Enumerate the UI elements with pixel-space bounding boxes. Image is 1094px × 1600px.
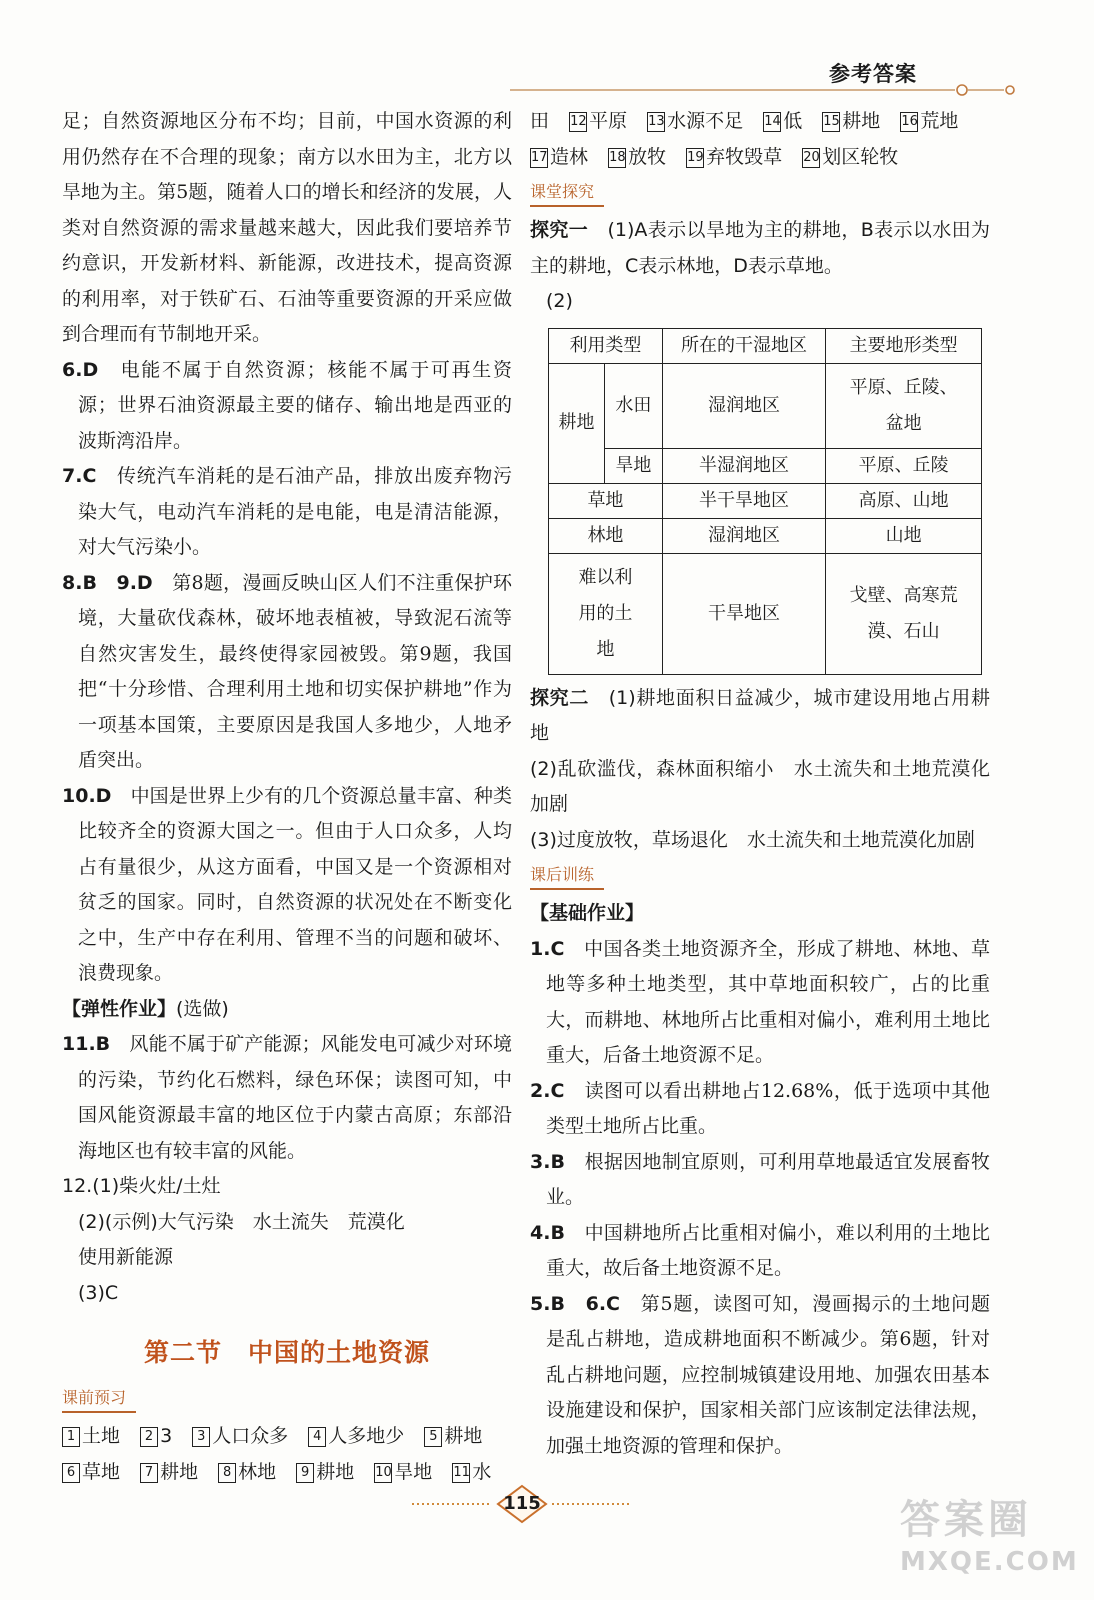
blank-item: 19 弃牧毁草 <box>687 145 783 168</box>
table-cell: 旱地 <box>604 448 662 483</box>
answer-12-line1: 12.(1)柴火灶/土灶 <box>62 1175 221 1197</box>
blank-item: 10 旱地 <box>375 1460 433 1483</box>
table-row <box>549 483 982 518</box>
explore-2-label: 探究二 <box>530 686 590 709</box>
answer-1-number: 1.C <box>530 937 565 960</box>
blank-item: 9 耕地 <box>296 1461 354 1483</box>
elastic-heading-label: 【弹性作业】 <box>62 997 177 1020</box>
answer-1 <box>530 932 990 1074</box>
answer-5-6-text: 第5题，读图可知，漫画揭示的土地问题是乱占耕地，造成耕地面积不断减少。第6题，针对乱占耕地问题，应控制城镇建设用地、加强农田基本设施建设和保护，国家相关部门应该制定法律法规，加强土地资源的管理和保护。 <box>546 1292 990 1457</box>
blank-item: 3 人口众多 <box>192 1425 288 1447</box>
blank-item: 11 水 <box>453 1460 492 1483</box>
answer-2 <box>530 1074 990 1145</box>
elastic-heading-note: (选做) <box>176 997 229 1020</box>
table-cell: 高原、山地 <box>826 483 982 518</box>
blank-item: 12 平原 <box>570 110 628 132</box>
blank-item: 8 林地 <box>218 1461 276 1483</box>
answer-2-number: 2.C <box>530 1079 565 1102</box>
watermark <box>900 1495 1080 1590</box>
explore-2 <box>530 681 990 752</box>
table-row <box>549 363 982 448</box>
table-cell: 干旱地区 <box>662 553 825 674</box>
explore-2-part2: (2)乱砍滥伐，森林面积缩小 水土流失和土地荒漠化加剧 <box>530 757 990 815</box>
explore-1-label: 探究一 <box>530 219 589 241</box>
answer-3 <box>530 1145 990 1216</box>
answer-4-text: 中国耕地所占比重相对偏小，难以利用的土地比重大，故后备土地资源不足。 <box>546 1221 990 1279</box>
preview-tag: 课前预习 <box>62 1385 136 1413</box>
answer-8-9-number: 8.B 9.D <box>62 571 153 594</box>
answer-8-9-text: 第8题，漫画反映山区人们不注重保护环境，大量砍伐森林，破坏地表植被，导致泥石流等自然灾害发生，最终使得家园被毁。第9题，我国把“十分珍惜、合理利用土地和切实保护耕地”作为一项基本国策，主要原因是我国人多地少，人地矛盾突出。 <box>78 571 512 771</box>
answer-1-text: 中国各类土地资源齐全，形成了耕地、林地、草地等多种土地类型，其中草地面积较广，占的比重大，而耕地、林地所占比重相对偏小，难利用土地比重大，后备土地资源不足。 <box>546 937 990 1066</box>
answer-2-text: 读图可以看出耕地占12.68%，低于选项中其他类型土地所占比重。 <box>546 1079 990 1137</box>
header-title: 参考答案 <box>829 62 917 86</box>
explore-2-part3: (3)过度放牧，草场退化 水土流失和土地荒漠化加剧 <box>530 828 975 851</box>
watermark-logo-text: 答案圈 <box>900 1497 1032 1543</box>
table-cell: 林地 <box>549 518 663 553</box>
answer-12-line3: 使用新能源 <box>78 1246 174 1268</box>
watermark-url: MXQE.COM <box>900 1547 1079 1577</box>
explore-2-part1: (1)耕地面积日益减少，城市建设用地占用耕地 <box>530 686 990 744</box>
elastic-homework-heading <box>62 992 512 1028</box>
blank-item: 5 耕地 <box>424 1425 482 1447</box>
table-cell: 耕地 <box>549 363 605 483</box>
class-explore-tag: 课堂探究 <box>530 179 604 207</box>
answer-3-number: 3.B <box>530 1150 565 1173</box>
answer-4 <box>530 1216 990 1287</box>
blank-item: 14 低 <box>764 110 803 132</box>
table-header-row <box>549 328 982 363</box>
explore-1-text: (1)A表示以旱地为主的耕地，B表示以水田为主的耕地，C表示林地，D表示草地。 <box>530 219 990 277</box>
answer-11-number: 11.B <box>62 1033 111 1055</box>
answer-10 <box>62 779 512 992</box>
explore-1-part2: (2) <box>546 290 573 312</box>
table-cell: 戈壁、高寒荒漠、石山 <box>826 553 982 674</box>
blank-item-continued: 田 <box>530 110 550 132</box>
answer-11-text: 风能不属于矿产能源；风能发电可减少对环境的污染，节约化石燃料，绿色环保；读图可知，中国风能资源最丰富的地区位于内蒙古高原；东部沿海地区也有较丰富的风能。 <box>78 1033 512 1162</box>
blank-item: 18 放牧 <box>609 145 667 168</box>
table-header: 主要地形类型 <box>826 328 982 363</box>
answer-6-number: 6.D <box>62 358 99 381</box>
explore-1 <box>530 213 990 284</box>
blank-item: 17 造林 <box>531 145 589 168</box>
table-cell: 山地 <box>826 518 982 553</box>
table-row <box>549 518 982 553</box>
table-cell: 草地 <box>549 483 663 518</box>
answer-6 <box>62 353 512 460</box>
section-title: 第二节 中国的土地资源 <box>143 1338 430 1367</box>
table-row <box>549 448 982 483</box>
table-cell: 平原、丘陵 <box>826 448 982 483</box>
answer-12-line2: (2)(示例)大气污染 水土流失 荒漠化 <box>78 1210 405 1233</box>
answer-7 <box>62 459 512 566</box>
answer-continuation: 足；自然资源地区分布不均；目前，中国水资源的利用仍然存在不合理的现象；南方以水田为主，北方以旱地为主。第5题，随着人口的增长和经济的发展，人类对自然资源的需求量越来越大，因此我们要培养节约意识，开发新材料、新能源，改进技术，提高资源的利用率，对于铁矿石、石油等重要资源的开采应做到合理而有节制地开采。 <box>62 110 512 345</box>
header-decoration <box>510 82 1020 98</box>
answer-12-line4: (3)C <box>78 1281 119 1304</box>
left-column <box>62 104 512 1490</box>
answer-5-6-number: 5.B 6.C <box>530 1292 620 1315</box>
after-class-tag: 课后训练 <box>530 862 604 890</box>
page-number: 115 <box>503 1493 541 1514</box>
answer-7-text: 传统汽车消耗的是石油产品，排放出废弃物污染大气，电动汽车消耗的是电能，电是清洁能源，对大气污染小。 <box>78 465 512 558</box>
blank-item: 1 土地 <box>62 1425 120 1447</box>
answer-8-9 <box>62 566 512 779</box>
answer-6-text: 电能不属于自然资源；核能不属于可再生资源；世界石油资源最主要的储存、输出地是西亚的波斯湾沿岸。 <box>78 358 512 452</box>
answer-10-text: 中国是世界上少有的几个资源总量丰富、种类比较齐全的资源大国之一。但由于人口众多，人均占有量很少，从这方面看，中国又是一个资源相对贫乏的国家。同时，自然资源的状况处在不断变化之中，生产中存在利用、管理不当的问题和破坏、浪费现象。 <box>78 784 512 984</box>
answer-5-6 <box>530 1287 990 1465</box>
answer-4-number: 4.B <box>530 1221 565 1244</box>
answer-10-number: 10.D <box>62 784 112 807</box>
basic-homework-heading: 【基础作业】 <box>530 902 645 924</box>
blank-item: 4 人多地少 <box>308 1425 404 1447</box>
table-cell: 水田 <box>604 363 662 448</box>
table-cell: 难以利用的土地 <box>549 553 663 674</box>
land-use-table <box>548 328 982 675</box>
blank-item: 15 耕地 <box>823 110 881 132</box>
preview-row-3 <box>530 104 990 140</box>
blank-item: 13 水源不足 <box>648 110 744 132</box>
table-cell: 半干旱地区 <box>662 483 825 518</box>
blank-item: 6 草地 <box>62 1461 120 1483</box>
table-cell: 半湿润地区 <box>662 448 825 483</box>
answer-11 <box>62 1027 512 1169</box>
table-header: 所在的干湿地区 <box>662 328 825 363</box>
preview-row-4 <box>530 140 990 176</box>
blank-item: 7 耕地 <box>140 1461 198 1483</box>
blank-item: 16 荒地 <box>901 110 959 132</box>
table-cell: 湿润地区 <box>662 518 825 553</box>
table-header: 利用类型 <box>549 328 663 363</box>
preview-row-1 <box>62 1419 512 1455</box>
table-cell: 平原、丘陵、盆地 <box>826 363 982 448</box>
table-cell: 湿润地区 <box>662 363 825 448</box>
blank-item: 20 划区轮牧 <box>803 145 899 168</box>
answer-3-text: 根据因地制宜原则，可利用草地最适宜发展畜牧业。 <box>546 1150 990 1208</box>
answer-7-number: 7.C <box>62 465 97 487</box>
right-column <box>530 104 990 1464</box>
blank-item: 2 3 <box>140 1425 172 1447</box>
table-row <box>549 553 982 674</box>
